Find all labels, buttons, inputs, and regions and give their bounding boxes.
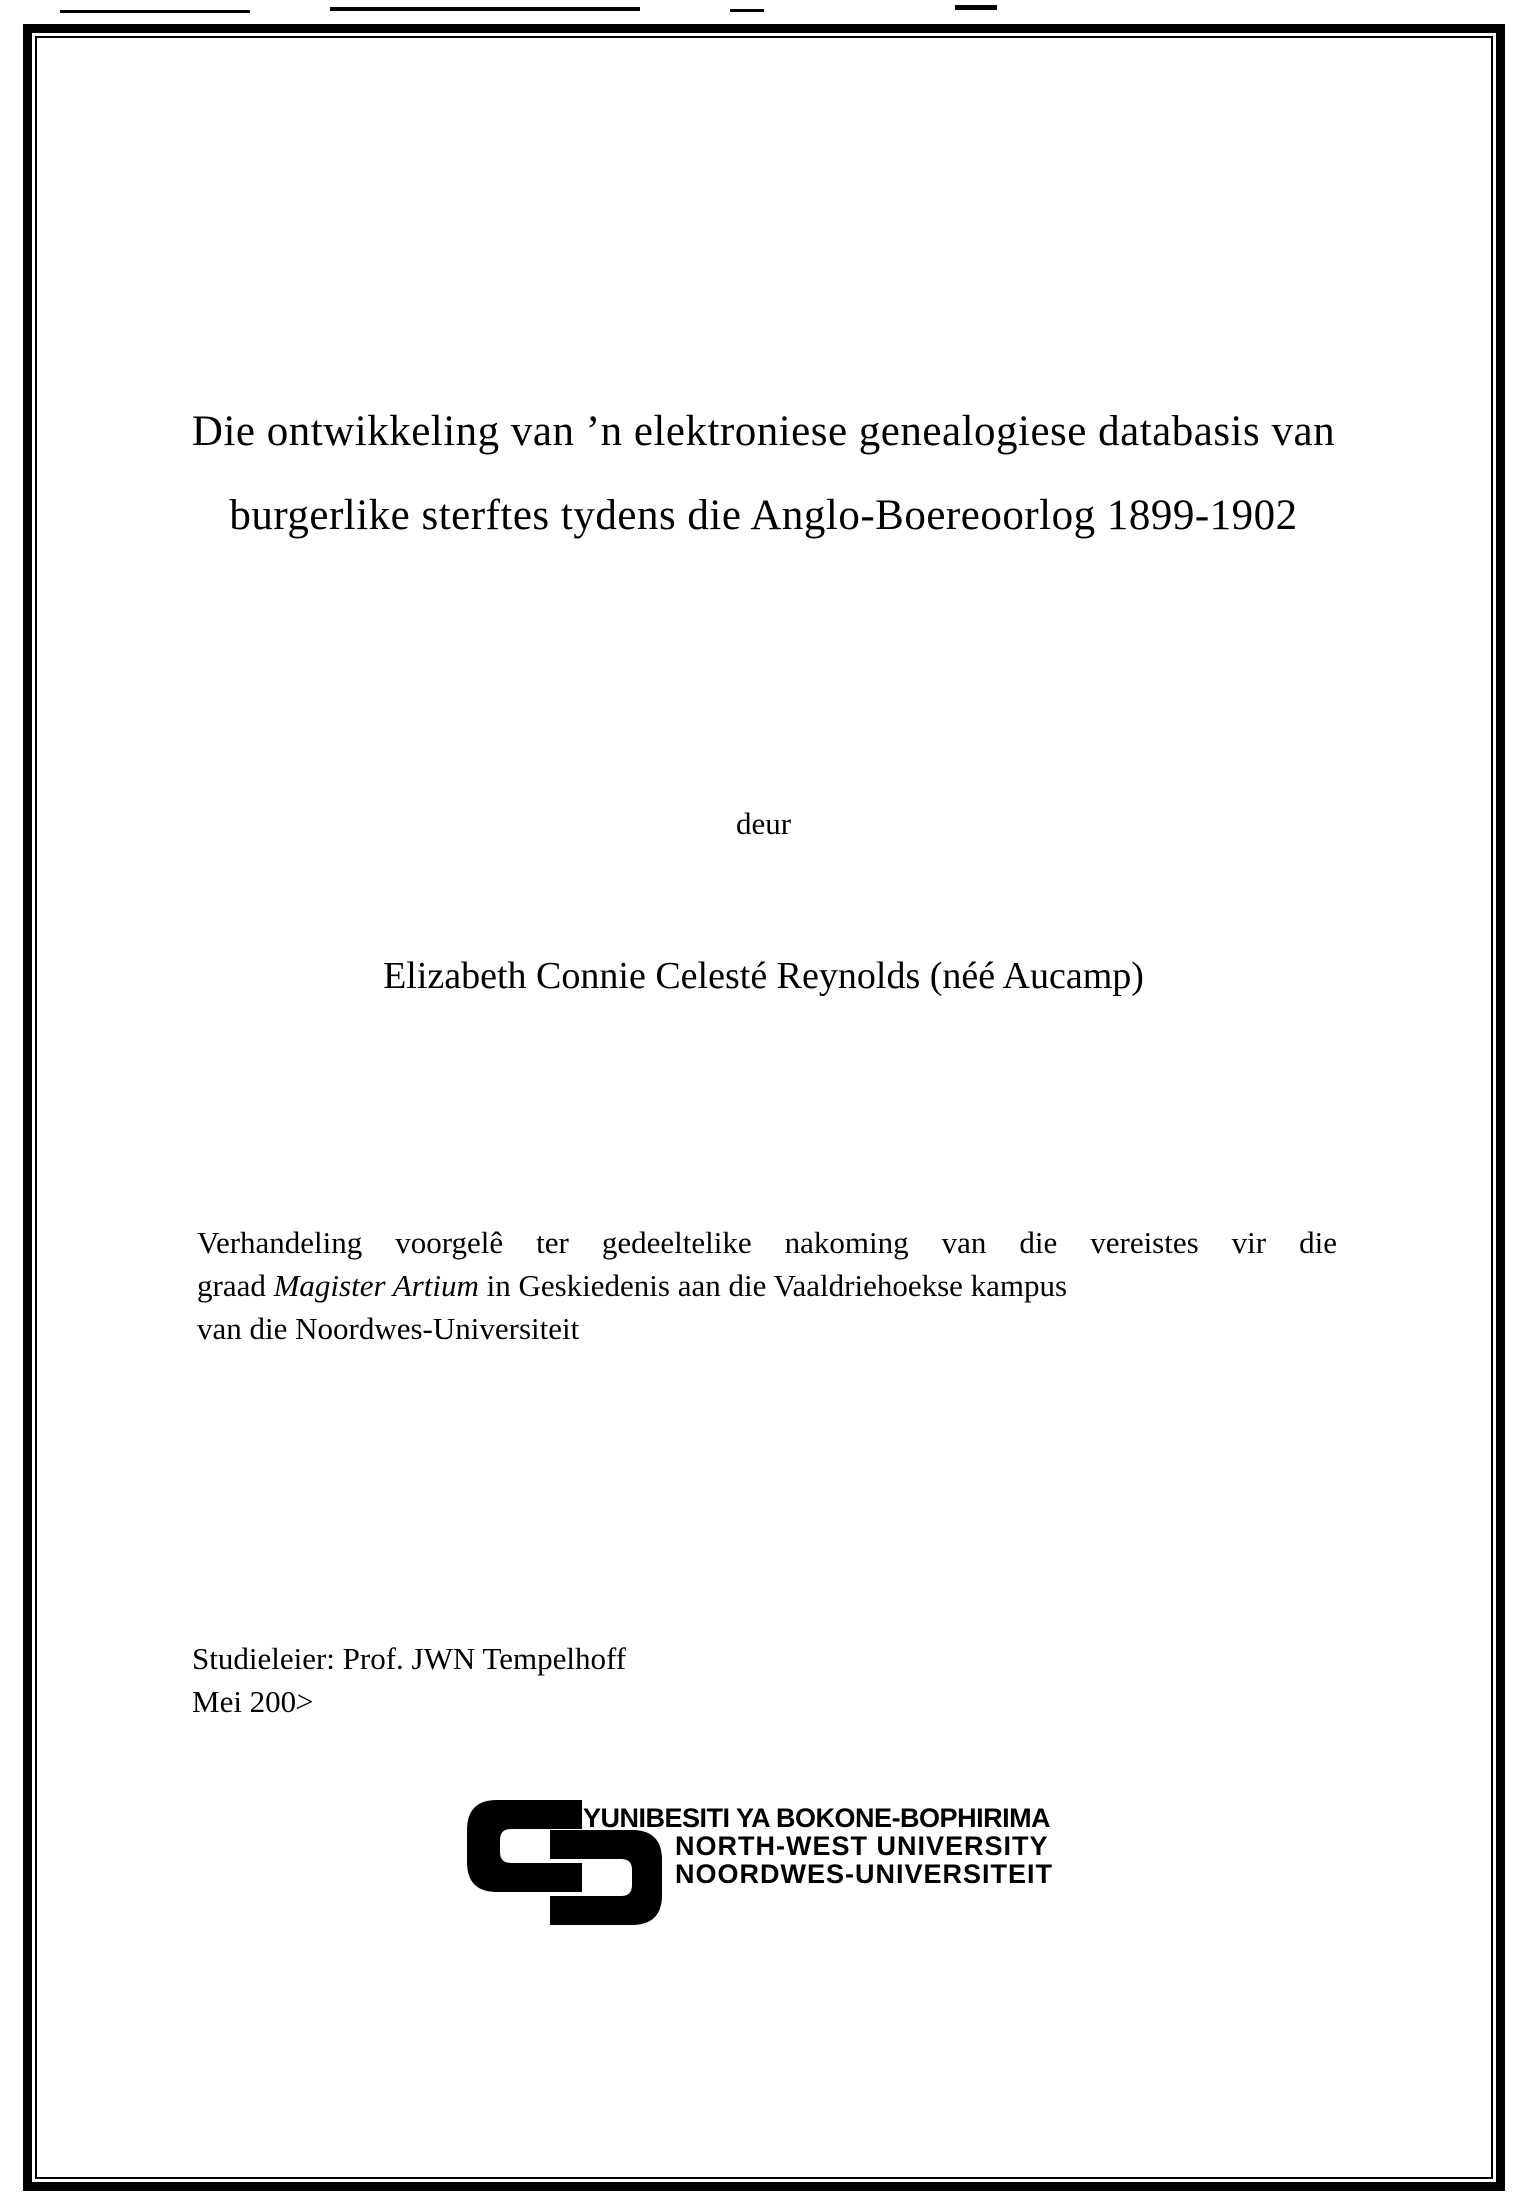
degree-statement-line3: van die Noordwes-Universiteit [197, 1311, 580, 1346]
supervisor-block [192, 1637, 626, 1723]
thesis-title-line2: burgerlike sterftes tydens die Anglo-Boereoorlog 1899-1902 [229, 492, 1298, 539]
date-distorted-digit: > [294, 1684, 316, 1719]
university-name-english: NORTH-WEST UNIVERSITY [675, 1831, 1049, 1861]
supervisor-line: Studieleier: Prof. JWN Tempelhoff [192, 1641, 627, 1676]
thesis-title [60, 390, 1467, 558]
degree-statement-line1: Verhandeling voorgelê ter gedeeltelike nakoming van die vereistes vir die [197, 1225, 1337, 1260]
university-name-setswana: YUNIBESITI YA BOKONE-BOPHIRIMA [583, 1803, 1051, 1833]
scan-artifact [330, 7, 640, 11]
degree-statement-line2 [197, 1264, 1337, 1307]
thesis-title-line1: Die ontwikkeling van ’n elektroniese genealogiese databasis van [191, 408, 1336, 455]
degree-statement-line2-prefix: graad [197, 1268, 274, 1303]
date-text: Mei 200 [192, 1684, 297, 1719]
author-name: Elizabeth Connie Celesté Reynolds (néé Aucamp) [383, 955, 1144, 997]
degree-statement-line2-suffix: in Geskiedenis aan die Vaaldriehoekse kampus [478, 1268, 1068, 1303]
scan-artifact [955, 5, 997, 10]
scan-artifact [730, 9, 764, 12]
scan-artifact [60, 10, 250, 13]
university-name-afrikaans: NOORDWES-UNIVERSITEIT [675, 1859, 1054, 1889]
university-logo [467, 1798, 1117, 1968]
date-line [192, 1680, 626, 1723]
university-logo-text [583, 1804, 1053, 1888]
degree-statement [197, 1221, 1337, 1350]
degree-name: Magister Artium [273, 1268, 479, 1303]
byline-label: deur [735, 806, 792, 841]
